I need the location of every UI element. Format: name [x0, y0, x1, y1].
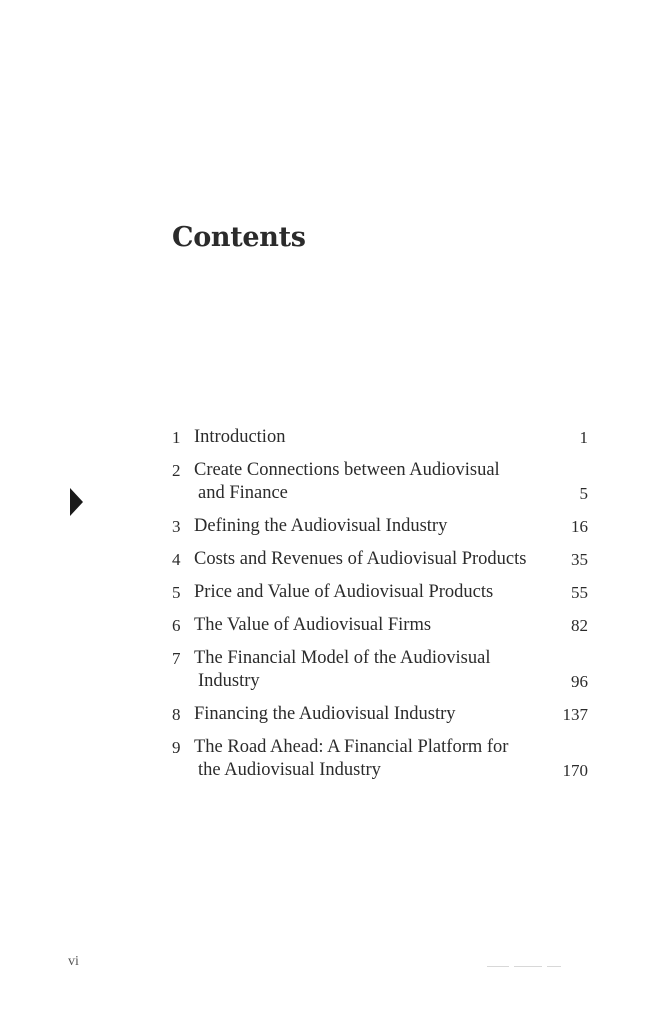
chapter-title: Costs and Revenues of Audiovisual Products — [194, 549, 527, 569]
page-number: 16 — [571, 517, 588, 536]
chapter-title: The Financial Model of the Audiovisual Industry — [194, 648, 491, 691]
page-number: 55 — [571, 583, 588, 602]
triangle-right-icon — [70, 488, 83, 516]
toc-entry[interactable] — [172, 614, 588, 637]
table-of-contents — [172, 426, 588, 792]
chapter-title: Introduction — [194, 427, 286, 447]
chapter-number: 1 — [172, 428, 181, 447]
chapter-number: 7 — [172, 649, 181, 668]
chapter-number: 8 — [172, 705, 181, 724]
page-folio: vi — [68, 954, 79, 969]
chapter-title: The Road Ahead: A Financial Platform for the Audiovisual Industry — [194, 737, 509, 780]
toc-entry[interactable] — [172, 515, 588, 538]
page-number: 96 — [571, 672, 588, 691]
toc-entry[interactable] — [172, 647, 588, 693]
chapter-number: 5 — [172, 583, 181, 602]
footer-rule — [514, 966, 542, 967]
chapter-number: 4 — [172, 550, 181, 569]
page-title: Contents — [172, 222, 306, 253]
footer-rule — [547, 966, 561, 967]
footer-rule — [487, 966, 509, 967]
chapter-title: Financing the Audiovisual Industry — [194, 704, 456, 724]
toc-entry[interactable] — [172, 426, 588, 449]
chapter-title: Create Connections between Audiovisual and Finance — [194, 460, 500, 503]
toc-entry[interactable] — [172, 581, 588, 604]
toc-entry[interactable] — [172, 459, 588, 505]
chapter-title: The Value of Audiovisual Firms — [194, 615, 432, 635]
page-number: 137 — [562, 705, 588, 724]
toc-entry[interactable] — [172, 736, 588, 782]
page-number: 82 — [571, 616, 588, 635]
chapter-title: Price and Value of Audiovisual Products — [194, 582, 494, 602]
chapter-number: 3 — [172, 517, 181, 536]
chapter-title: Defining the Audiovisual Industry — [194, 516, 448, 536]
chapter-number: 2 — [172, 461, 181, 480]
page-number: 1 — [579, 428, 588, 447]
chapter-number: 9 — [172, 738, 181, 757]
chapter-number: 6 — [172, 616, 181, 635]
page-number: 5 — [579, 484, 588, 503]
page-number: 170 — [562, 761, 588, 780]
toc-entry[interactable] — [172, 703, 588, 726]
toc-entry[interactable] — [172, 548, 588, 571]
page-number: 35 — [571, 550, 588, 569]
